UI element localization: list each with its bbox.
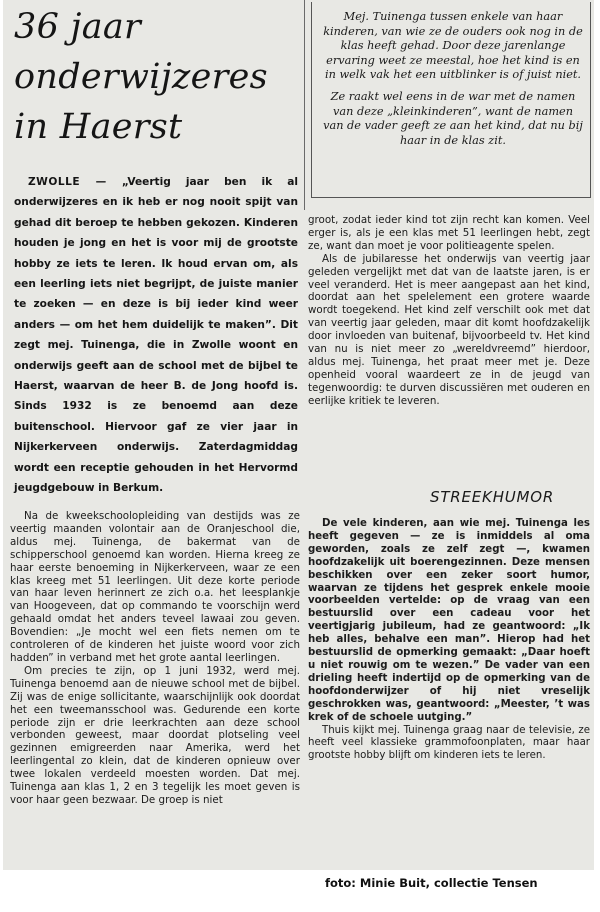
left-column-body [10,510,300,807]
body-paragraph: Om precies te zijn, op 1 juni 1932, werd mej. Tuinenga benoemd aan de nieuwe school met de bijbel. Zij was de enige sollicitante, waarschijnlijk ook doordat het een tweemansschool was. Gedurende een korte periode zijn er drie leerkrachten aan deze school verbonden geweest, maar doordat plotseling veel gezinnen emigreerden naar Amerika, werd het leerlingental zo klein, dat de kinderen opnieuw over twee lokalen verdeeld moesten worden. Dat mej. Tuinenga aan klas 1, 2 en 3 tegelijk les moet geven is voor haar geen bezwaar. De groep is niet [10,664,300,806]
body-paragraph: Na de kweekschoolopleiding van destijds was ze veertig maanden volontair aan de Oranjeschool die, aldus mej. Tuinenga, de bakermat van de schipperschool genoemd kan worden. Hierna kreeg ze haar eerste benoeming in Nijkerkerveen, waar ze een klas kreeg met 51 leerlingen. Uit deze korte periode van haar leven herinnert ze zich o.a. het leesplankje van Hoogeveen, dat op commando te voorschijn werd gehaald omdat het anders teveel lawaai zou geven. Bovendien: „Je mocht wel een fiets nemen om te controleren of de kinderen het juiste woord voor zich hadden” in verband met het grote aantal leerlingen. [10,510,300,664]
closing-paragraph: Thuis kijkt mej. Tuinenga graag naar de televisie, ze heeft veel klassieke grammofoonplaten, maar haar grootste hobby blijft om kinderen iets te leren. [308,724,590,762]
body-paragraph: Als de jubilaresse het onderwijs van veertig jaar geleden vergelijkt met dat van de laatste jaren, is er veel veranderd. Het is meer aangepast aan het kind, doordat aan het spelelement een grotere waarde wordt toegekend. Het kind zelf verschilt ook met dat van veertig jaar geleden, maar dit komt hoofdzakelijk door invloeden van buitenaf, bijvoorbeeld tv. Het kind van nu is niet meer zo „wereldvreemd” hierdoor, aldus mej. Tuinenga, het praat meer met je. Deze openheid vooral waardeert ze in de jeugd van tegenwoordig: te durven discussiëren met ouderen en eerlijke kritiek te leveren. [308,252,590,407]
headline [14,2,304,152]
headline-line-1: 36 jaar [14,7,142,47]
body-paragraph: groot, zodat ieder kind tot zijn recht kan komen. Veel erger is, als je een klas met 51 leerlingen hebt, zegt ze, want dan moet je voor politieagente spelen. [308,214,590,252]
humor-section [308,518,590,763]
lead-text: „Veertig jaar ben ik al onderwijzeres en ik heb er nog nooit spijt van gehad dit beroep te hebben gekozen. Kinderen houden je jong en het is voor mij de grootste hobby ze iets te leren. Ik houd ervan om, als een leerling iets niet begrijpt, de juiste manier te zoeken — en deze is bij ieder kind weer anders — om het hem duidelijk te maken”. Dit zegt mej. Tuinenga, die in Zwolle woont en onderwijs geeft aan de school met de bijbel te Haerst, waarvan de heer B. de Jong hoofd is. Sinds 1932 is ze benoemd aan deze buitenschool. Hiervoor gaf ze vier jaar in Nijkerkerveen onderwijs. Zaterdagmiddag wordt een receptie gehouden in het Hervormd jeugdgebouw in Berkum. [14,176,298,495]
headline-line-3: in Haerst [14,107,183,147]
photo-caption [322,10,584,155]
right-column-body [308,214,590,408]
caption-paragraph-1: Mej. Tuinenga tussen enkele van haar kinderen, van wie ze de ouders ook nog in de klas heeft gehad. Door deze jarenlange ervaring weet ze meestal, hoe het kind is en in welk vak het een uitblinker is of juist niet. [323,10,583,82]
lead-paragraph [14,172,298,499]
dateline: ZWOLLE — [28,176,107,188]
section-subheading: STREEKHUMOR [430,488,555,506]
headline-line-2: onderwijzeres [14,57,268,97]
humor-paragraph: De vele kinderen, aan wie mej. Tuinenga les heeft gegeven — ze is inmiddels al oma geworden, zoals ze zelf zegt —, kwamen hoofdzakelijk uit boerengezinnen. Deze mensen beschikken over een zeker soort humor, waarvan ze tijdens het gesprek enkele mooie voorbeelden vertelde: op de vraag van een bestuurslid over een cadeau voor het veertigjarig jubileum, had ze geantwoord: „Ik heb alles, behalve een man”. Hierop had het bestuurslid de opmerking gemaakt: „Daar hoeft u niet rouwig om te wezen.” De vader van een drieling heeft indertijd op de opmerking van de hoofdonderwijzer of hij niet vreselijk geschrokken was, geantwoord: „Meester, ’t was krek of de schoele uutging.” [308,518,590,723]
caption-paragraph-2: Ze raakt wel eens in de war met de namen van deze „kleinkinderen”, want de namen van de vader geeft ze aan het kind, dat nu bij haar in de klas zit. [323,89,583,147]
column-divider [304,0,305,210]
photo-credit: foto: Minie Buit, collectie Tensen [325,876,538,890]
